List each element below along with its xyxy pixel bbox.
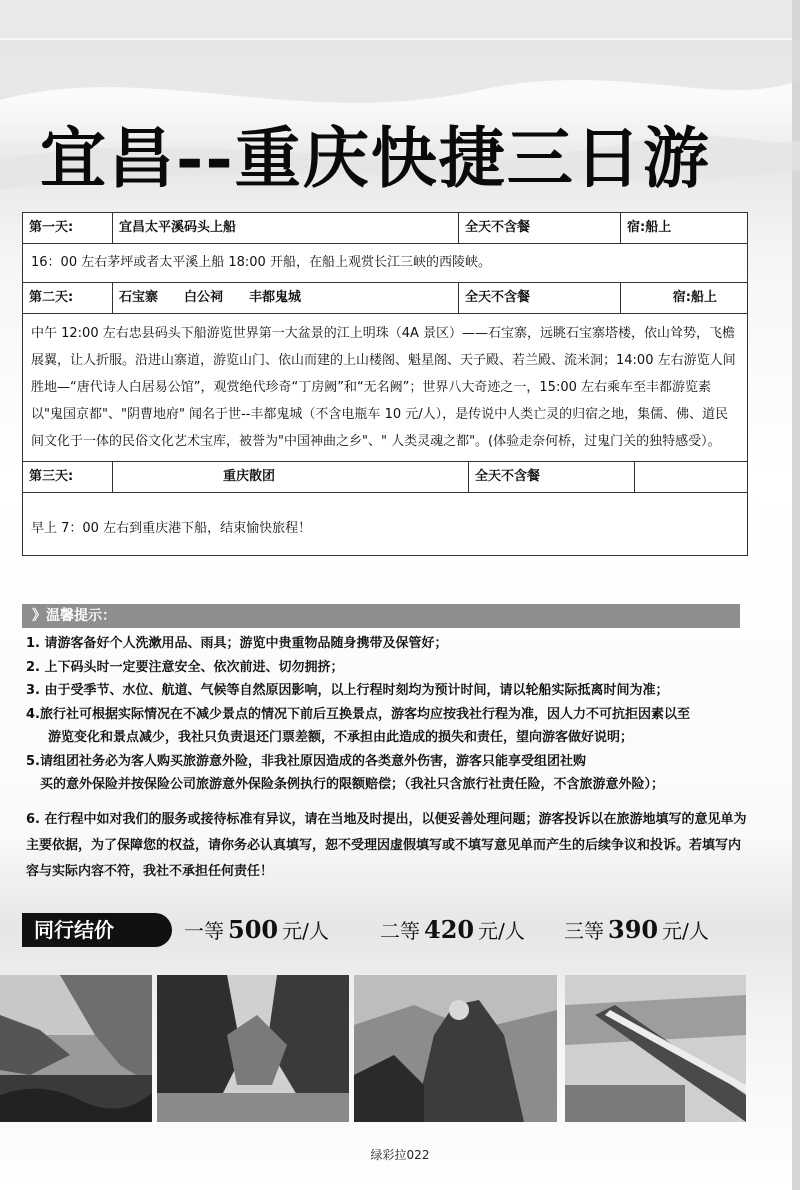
tier-amount: 390 xyxy=(608,915,659,944)
day-3-header xyxy=(22,462,748,493)
tip-item-continued: 买的意外保险并按保险公司旅游意外保险条例执行的限额赔偿；（我社只含旅行社责任险，不含旅游意外险）； xyxy=(40,777,665,792)
tips-header: 》温馨提示： xyxy=(22,604,740,628)
day-route: 石宝寨 白公祠 丰都鬼城 xyxy=(113,283,459,313)
three-gorges-dam-photo xyxy=(565,975,746,1122)
tier-class: 二等 xyxy=(380,919,420,943)
top-strip xyxy=(0,0,800,38)
tier-class: 三等 xyxy=(564,919,604,943)
day-1-header xyxy=(22,212,748,244)
day-detail: 中午 12:00 左右忠县码头下船游览世界第一大盆景的江上明珠（4A 景区）——石宝寨，远眺石宝寨塔楼，依山耸势，飞檐展翼，让人折服。沿进山寨道，游览山门、依山而建的上山楼阁、魁星阁、天子殿、若兰殿、流米洞；14:00 左右游览人间胜地—“唐代诗人白居易公馆”，观赏绝代珍奇“丁房阙”和“无名阙”；世界八大奇迹之一，15:00 左右乘车至丰都游览素以"鬼国京都"、"阴曹地府" 闻名于世--丰都鬼城（不含电瓶车 10 元/人），是传说中人类亡灵的归宿之地，集儒、佛、道民间文化于一体的民俗文化艺术宝库，被誉为"中国神曲之乡"、" 人类灵魂之都"。(体验走奈何桥，过鬼门关的独特感受）。 xyxy=(23,314,747,461)
day-1-detail xyxy=(22,244,748,283)
page-title: 宜昌--重庆快捷三日游 xyxy=(40,119,711,197)
day-label: 第三天: xyxy=(23,462,113,492)
day-label: 第一天: xyxy=(23,213,113,243)
tip-item: 5.请组团社务必为客人购买旅游意外险，非我社原因造成的各类意外伤害，游客只能享受组团社购 xyxy=(26,753,586,769)
tips-list xyxy=(26,632,748,885)
day-meals: 全天不含餐 xyxy=(459,213,621,243)
day-meals: 全天不含餐 xyxy=(459,283,621,313)
tier-class: 一等 xyxy=(184,919,224,943)
day-2-detail xyxy=(22,314,748,462)
pricing-row xyxy=(22,913,762,949)
price-tier xyxy=(184,913,329,947)
pricing-badge: 同行结价 xyxy=(22,913,172,947)
day-3-detail xyxy=(22,493,748,556)
day-route: 宜昌太平溪码头上船 xyxy=(113,213,459,243)
day-2-header xyxy=(22,283,748,314)
price-tier xyxy=(380,913,525,947)
tier-amount: 500 xyxy=(228,915,279,944)
tip-item: 1. 请游客备好个人洗漱用品、雨具；游览中贵重物品随身携带及保管好； xyxy=(26,636,448,651)
tip-item-continued: 游览变化和景点减少，我社只负责退还门票差额，不承担由此造成的损失和责任，望向游客做好说明； xyxy=(48,730,634,745)
day-lodging: 宿:船上 xyxy=(672,290,717,305)
tier-unit: 元/人 xyxy=(478,919,525,943)
tip-item: 2. 上下码头时一定要注意安全、依次前进、切勿拥挤； xyxy=(26,659,344,675)
tier-amount: 420 xyxy=(424,915,475,944)
itinerary-table xyxy=(22,212,748,556)
mountain-statue-photo xyxy=(354,975,557,1122)
day-detail: 16：00 左右茅坪或者太平溪上船 18:00 开船，在船上观赏长江三峡的西陵峡。 xyxy=(23,244,747,282)
tip-item: 6. 在行程中如对我们的服务或接待标准有异议，请在当地及时提出，以便妥善处理问题；游客投诉以在旅游地填写的意见单为主要依据，为了保障您的权益，请你务必认真填写，恕不受理因虚假填写或不填写意见单而产生的后续争议和投诉。若填写内容与实际内容不符，我社不承担任何责任！ xyxy=(26,811,747,879)
day-lodging: 宿:船上 xyxy=(627,220,672,235)
gorge-river-photo xyxy=(0,975,152,1122)
tier-unit: 元/人 xyxy=(282,919,329,943)
day-route: 重庆散团 xyxy=(113,462,469,492)
tip-item: 3. 由于受季节、水位、航道、气候等自然原因影响，以上行程时刻均为预计时间，请以轮船实际抵离时间为准； xyxy=(26,683,669,698)
price-tier xyxy=(564,913,709,947)
day-meals: 全天不含餐 xyxy=(469,462,635,492)
day-lodging xyxy=(635,462,747,492)
day-detail: 早上 7：00 左右到重庆港下船，结束愉快旅程！ xyxy=(23,493,747,555)
tier-unit: 元/人 xyxy=(662,919,709,943)
day-label: 第二天: xyxy=(23,283,113,313)
canyon-cliffs-photo xyxy=(157,975,349,1122)
page-number: 绿彩拉022 xyxy=(370,1148,430,1162)
tip-item: 4.旅行社可根据实际情况在不减少景点的情况下前后互换景点，游客均应按我社行程为准，因人力不可抗拒因素以至 xyxy=(26,706,690,722)
